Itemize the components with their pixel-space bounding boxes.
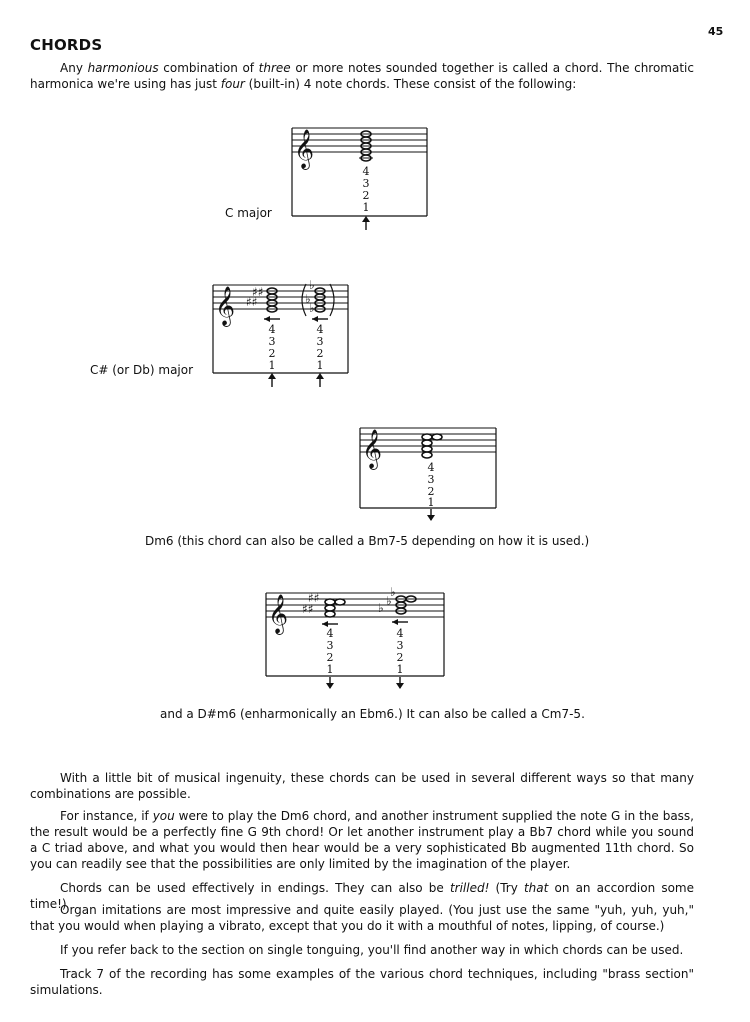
hole-number: 2 bbox=[316, 347, 324, 360]
text: or more notes sounded together is called a chord. The chromatic harmonica we're using has just bbox=[30, 61, 694, 91]
text: were to play the Dm6 chord, and another instrument supplied the note G in the bass, the result would be a perfectly fine G 9th chord! Or let another instrument play a Bb7 chord while you sound a C triad above, and what you would then hear would be a very sophisticated Bb augmented 11th chord. So you can readily see that the possibilities are only limited by the imagination of the player. bbox=[30, 809, 694, 871]
text: Any bbox=[60, 61, 88, 75]
emphasis: three bbox=[258, 61, 291, 75]
arrow-left-icon bbox=[264, 316, 270, 322]
hole-number: 2 bbox=[326, 651, 334, 664]
paragraph-track: Track 7 of the recording has some examples of the various chord techniques, including "brass section" simulations. bbox=[30, 967, 694, 997]
flat-icon: ♭ bbox=[309, 278, 315, 292]
hole-number: 4 bbox=[362, 165, 370, 178]
hole-number: 4 bbox=[396, 627, 404, 640]
paragraph-organ: Organ imitations are most impressive and quite easily played. (You just use the same "yuh, yuh, yuh," that you would when playing a vibrato, except that you do it with a mouthful of notes, lipping, of course.) bbox=[30, 903, 694, 933]
treble-clef-icon: 𝄞 bbox=[294, 129, 315, 169]
paragraph-instance bbox=[30, 808, 694, 872]
hole-number: 1 bbox=[326, 663, 334, 676]
hole-number: 1 bbox=[268, 359, 276, 372]
hole-number: 2 bbox=[268, 347, 276, 360]
treble-clef-icon: 𝄞 bbox=[215, 286, 236, 326]
treble-clef-icon: 𝄞 bbox=[362, 429, 383, 469]
dm6-caption: Dm6 (this chord can also be called a Bm7-5 depending on how it is used.) bbox=[145, 534, 590, 548]
text: For instance, if bbox=[60, 809, 153, 823]
flat-icon: ♭ bbox=[386, 594, 392, 608]
sharp-icon: ♯♯ bbox=[302, 602, 314, 616]
emphasis: that bbox=[523, 881, 549, 895]
emphasis: you bbox=[152, 809, 175, 823]
arrow-up-icon bbox=[268, 373, 276, 379]
hole-number: 1 bbox=[396, 663, 404, 676]
hole-number: 1 bbox=[362, 201, 370, 214]
emphasis: trilled! bbox=[449, 881, 490, 895]
hole-number: 3 bbox=[427, 473, 435, 486]
c-major-label: C major bbox=[225, 206, 272, 220]
hole-number: 4 bbox=[427, 461, 435, 474]
text: on an accordion some time!) bbox=[30, 881, 695, 911]
hole-number: 4 bbox=[316, 323, 324, 336]
flat-icon: ♭ bbox=[378, 601, 384, 615]
sharp-icon: ♯♯ bbox=[246, 295, 258, 309]
hole-number: 1 bbox=[316, 359, 324, 372]
arrow-down-icon bbox=[427, 515, 435, 521]
sharp-icon: ♯♯ bbox=[308, 591, 320, 605]
hole-number: 4 bbox=[326, 627, 334, 640]
text: Chords can be used effectively in endings. They can also be bbox=[60, 881, 450, 895]
arrow-left-icon bbox=[312, 316, 318, 322]
emphasis: harmonious bbox=[87, 61, 159, 75]
c-sharp-hole-numbers bbox=[269, 323, 324, 372]
c-major-hole-numbers bbox=[363, 165, 370, 214]
page-title: CHORDS bbox=[30, 36, 103, 54]
hole-number: 4 bbox=[268, 323, 276, 336]
hole-number: 3 bbox=[362, 177, 370, 190]
arrow-down-icon bbox=[396, 683, 404, 689]
d-sharp-m6-hole-numbers bbox=[327, 627, 404, 676]
flat-icon: ♭ bbox=[390, 585, 396, 599]
c-sharp-major-diagram bbox=[213, 278, 348, 387]
dm6-hole-numbers bbox=[428, 461, 435, 509]
emphasis: four bbox=[220, 77, 245, 91]
paragraph-tonguing: If you refer back to the section on single tonguing, you'll find another way in which chords can be used. bbox=[60, 943, 684, 957]
hole-number: 3 bbox=[326, 639, 334, 652]
page-number: 45 bbox=[708, 25, 724, 38]
arrow-up-icon bbox=[316, 373, 324, 379]
hole-number: 3 bbox=[396, 639, 404, 652]
hole-number: 3 bbox=[316, 335, 324, 348]
arrow-left-icon bbox=[392, 619, 398, 625]
hole-number: 3 bbox=[268, 335, 276, 348]
hole-number: 2 bbox=[396, 651, 404, 664]
arrow-down-icon bbox=[326, 683, 334, 689]
sharp-icon: ♯♯ bbox=[252, 285, 264, 299]
d-sharp-m6-diagram bbox=[266, 585, 444, 689]
text: (built-in) 4 note chords. These consist of the following: bbox=[244, 77, 577, 91]
hole-number: 2 bbox=[362, 189, 370, 202]
flat-icon: ♭ bbox=[305, 292, 311, 306]
hole-number: 1 bbox=[427, 496, 435, 509]
treble-clef-icon: 𝄞 bbox=[268, 594, 289, 634]
text: (Try bbox=[489, 881, 524, 895]
flat-icon: ♭ bbox=[309, 301, 315, 315]
d-sharp-m6-caption: and a D#m6 (enharmonically an Ebm6.) It can also be called a Cm7-5. bbox=[160, 707, 585, 721]
paragraph-ingenuity: With a little bit of musical ingenuity, these chords can be used in several different ways so that many combinations are possible. bbox=[30, 771, 694, 801]
hole-number: 2 bbox=[427, 485, 435, 498]
c-sharp-major-label: C# (or Db) major bbox=[90, 363, 194, 377]
arrow-up-icon bbox=[362, 216, 370, 222]
text: combination of bbox=[158, 61, 259, 75]
c-major-diagram bbox=[292, 128, 427, 230]
